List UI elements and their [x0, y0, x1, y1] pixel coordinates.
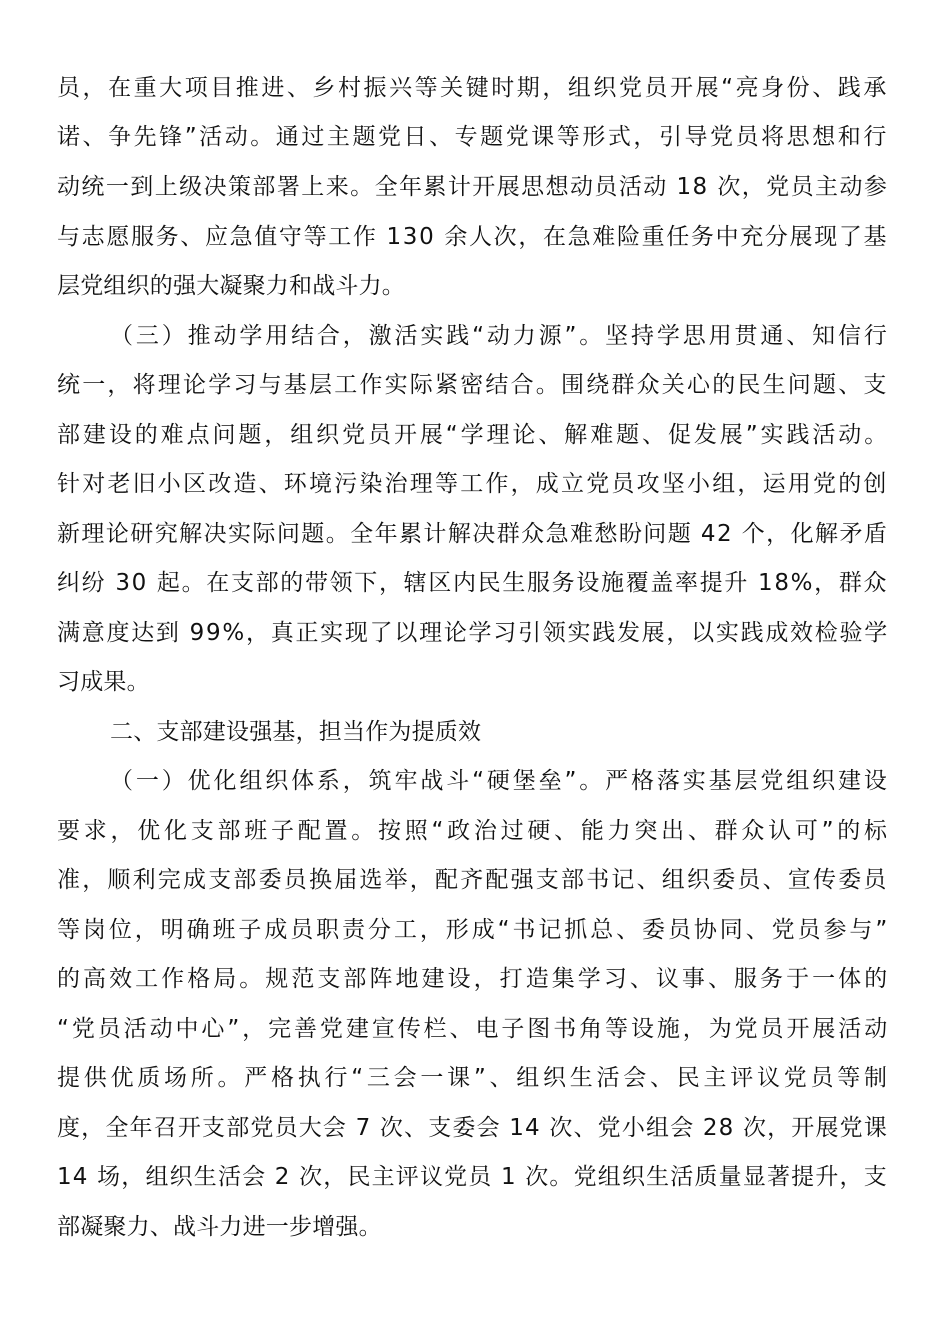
text-line: 新理论研究解决实际问题。全年累计解决群众急难愁盼问题 42 个，化解矛盾: [57, 521, 889, 547]
text-line: 针对老旧小区改造、环境污染治理等工作，成立党员攻坚小组，运用党的创: [57, 471, 889, 497]
text-line: 层党组织的强大凝聚力和战斗力。: [57, 273, 405, 299]
text-line: 习成果。: [57, 669, 150, 695]
text-line: 统一，将理论学习与基层工作实际紧密结合。围绕群众关心的民生问题、支: [57, 372, 889, 398]
text-line: 提供优质场所。严格执行“三会一课”、组织生活会、民主评议党员等制: [57, 1065, 891, 1091]
text-line: 要求，优化支部班子配置。按照“政治过硬、能力突出、群众认可”的标: [57, 818, 891, 844]
text-line: 14 场，组织生活会 2 次，民主评议党员 1 次。党组织生活质量显著提升，支: [57, 1164, 888, 1190]
text-line: 满意度达到 99%，真正实现了以理论学习引领实践发展，以实践成效检验学: [57, 620, 889, 646]
text-line: 纠纷 30 起。在支部的带领下，辖区内民生服务设施覆盖率提升 18%，群众: [57, 570, 889, 596]
text-line: 等岗位，明确班子成员职责分工，形成“书记抓总、委员协同、党员参与”: [57, 917, 891, 943]
text-line: 部凝聚力、战斗力进一步增强。: [57, 1214, 382, 1240]
text-line: 的高效工作格局。规范支部阵地建设，打造集学习、议事、服务于一体的: [57, 966, 891, 992]
subsection-heading-line: （一）优化组织体系，筑牢战斗“硬堡垒”。严格落实基层党组织建设: [110, 768, 890, 794]
text-line: 部建设的难点问题，组织党员开展“学理论、解难题、促发展”实践活动。: [57, 422, 891, 448]
text-line: 动统一到上级决策部署上来。全年累计开展思想动员活动 18 次，党员主动参: [57, 174, 889, 200]
section-heading: 二、支部建设强基，担当作为提质效: [110, 719, 482, 745]
text-line: 准，顺利完成支部委员换届选举，配齐配强支部书记、组织委员、宣传委员: [57, 867, 889, 893]
subsection-heading-line: （三）推动学用结合，激活实践“动力源”。坚持学思用贯通、知信行: [110, 323, 890, 349]
text-line: 度，全年召开支部党员大会 7 次、支委会 14 次、党小组会 28 次，开展党课: [57, 1115, 889, 1141]
text-line: 诺、争先锋”活动。通过主题党日、专题党课等形式，引导党员将思想和行: [57, 124, 889, 150]
text-line: 员，在重大项目推进、乡村振兴等关键时期，组织党员开展“亮身份、践承: [57, 75, 889, 101]
text-line: “党员活动中心”，完善党建宣传栏、电子图书角等设施，为党员开展活动: [57, 1016, 891, 1042]
text-line: 与志愿服务、应急值守等工作 130 余人次，在急难险重任务中充分展现了基: [57, 224, 889, 250]
